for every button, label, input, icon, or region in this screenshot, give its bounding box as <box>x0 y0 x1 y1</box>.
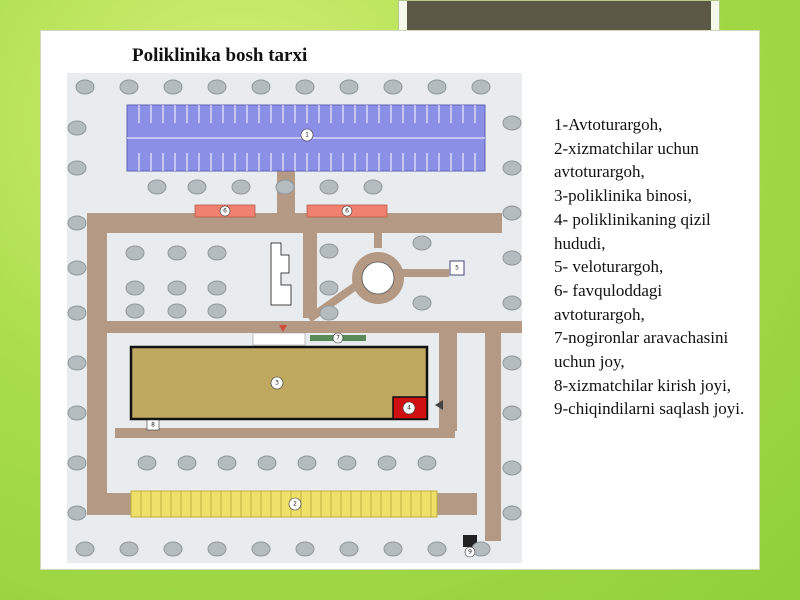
page-title: Poliklinika bosh tarxi <box>132 45 308 66</box>
tree-icon <box>340 80 358 94</box>
legend-list <box>554 113 754 421</box>
tree-icon <box>126 281 144 295</box>
tree-icon <box>164 80 182 94</box>
tree-icon <box>208 304 226 318</box>
tree-icon <box>178 456 196 470</box>
tree-icon <box>296 80 314 94</box>
tree-icon <box>258 456 276 470</box>
legend-item-3: 3-poliklinika binosi, <box>554 186 692 206</box>
tree-icon <box>120 80 138 94</box>
tree-icon <box>320 244 338 258</box>
road-center <box>303 228 317 318</box>
tree-icon <box>503 461 521 475</box>
site-plan-map <box>67 73 522 563</box>
tree-icon <box>208 246 226 260</box>
label-bike-parking: 5 <box>455 264 459 272</box>
tree-icon <box>232 180 250 194</box>
tree-icon <box>364 180 382 194</box>
tree-icon <box>68 356 86 370</box>
tree-icon <box>296 542 314 556</box>
tree-icon <box>138 456 156 470</box>
road-building-bottom <box>115 428 455 438</box>
label-emergency-left: 6 <box>223 207 227 215</box>
legend-item-5: 5- veloturargoh, <box>554 257 664 277</box>
tree-icon <box>298 456 316 470</box>
tree-icon <box>413 296 431 310</box>
tree-icon <box>252 542 270 556</box>
label-emergency-right: 6 <box>345 207 349 215</box>
tree-icon <box>252 80 270 94</box>
tree-icon <box>126 246 144 260</box>
label-staff-entrance: 8 <box>151 421 155 429</box>
tree-icon <box>472 80 490 94</box>
label-building: 3 <box>275 379 279 387</box>
legend-item-8: 8-xizmatchilar kirish joyi, <box>554 375 732 395</box>
legend-item-2: 2-xizmatchilar uchun avtoturargoh, <box>554 138 699 182</box>
tree-icon <box>320 180 338 194</box>
tree-icon <box>148 180 166 194</box>
road-left <box>87 213 107 513</box>
legend-item-6: 6- favquloddagi avtoturargoh, <box>554 280 663 324</box>
tree-icon <box>168 304 186 318</box>
tree-icon <box>126 304 144 318</box>
tree-icon <box>68 406 86 420</box>
tree-icon <box>503 506 521 520</box>
tree-icon <box>68 216 86 230</box>
tree-icon <box>164 542 182 556</box>
tree-icon <box>68 506 86 520</box>
tree-icon <box>120 542 138 556</box>
tree-icon <box>428 542 446 556</box>
tree-icon <box>68 121 86 135</box>
legend-item-9: 9-chiqindilarni saqlash joyi. <box>554 399 745 419</box>
tree-icon <box>208 281 226 295</box>
tree-icon <box>188 180 206 194</box>
tree-icon <box>503 406 521 420</box>
label-wheelchair: 7 <box>336 334 340 342</box>
road-right-entry <box>439 321 457 431</box>
tree-icon <box>418 456 436 470</box>
tree-icon <box>384 542 402 556</box>
tree-icon <box>276 180 294 194</box>
tree-icon <box>413 236 431 250</box>
tree-icon <box>503 161 521 175</box>
label-waste: 9 <box>468 548 472 556</box>
slide <box>40 30 760 570</box>
tree-icon <box>68 456 86 470</box>
tree-icon <box>503 251 521 265</box>
label-parking-staff: 2 <box>293 500 297 508</box>
tree-icon <box>68 261 86 275</box>
tree-icon <box>208 80 226 94</box>
road-right <box>485 331 501 541</box>
tree-icon <box>208 542 226 556</box>
legend-item-7: 7-nogironlar aravachasini uchun joy, <box>554 328 729 372</box>
tree-icon <box>378 456 396 470</box>
entrance-strip <box>253 333 305 345</box>
road-mid <box>107 321 522 333</box>
tree-icon <box>340 542 358 556</box>
tree-icon <box>503 296 521 310</box>
tree-icon <box>168 281 186 295</box>
tree-icon <box>338 456 356 470</box>
label-parking-main: 1 <box>305 131 309 139</box>
label-red-zone: 4 <box>407 404 411 412</box>
tree-icon <box>76 80 94 94</box>
tree-icon <box>503 206 521 220</box>
tree-icon <box>428 80 446 94</box>
legend-item-4: 4- poliklinikaning qizil hududi, <box>554 209 711 253</box>
tree-icon <box>320 306 338 320</box>
tree-icon <box>320 281 338 295</box>
tree-icon <box>76 542 94 556</box>
tree-icon <box>68 306 86 320</box>
tree-icon <box>168 246 186 260</box>
tree-icon <box>503 116 521 130</box>
tree-icon <box>384 80 402 94</box>
tree-icon <box>68 161 86 175</box>
tree-icon <box>503 356 521 370</box>
legend-item-1: 1-Avtoturargoh, <box>554 115 663 134</box>
tree-icon <box>218 456 236 470</box>
